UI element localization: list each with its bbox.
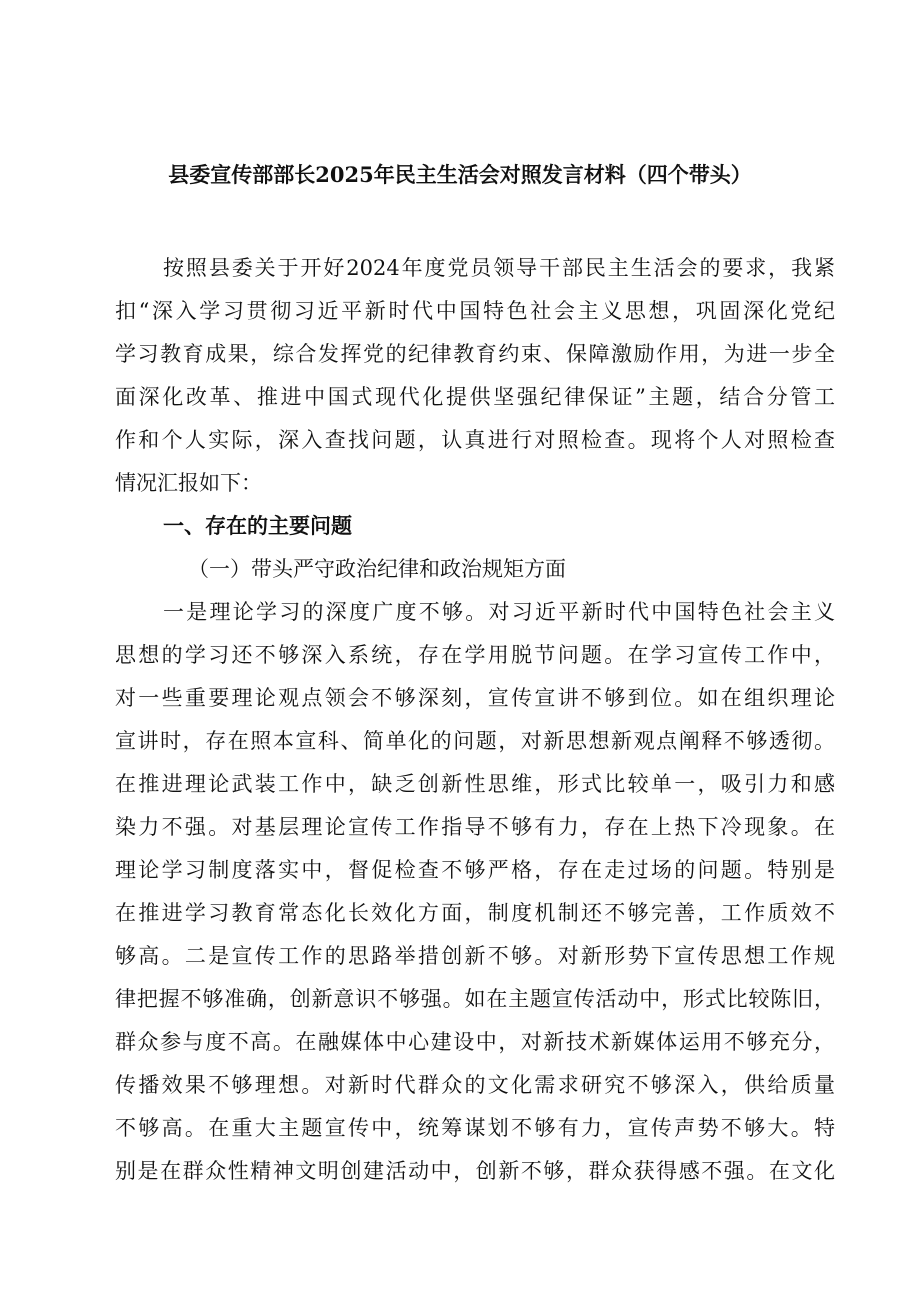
body-line: 不够高。在重大主题宣传中，统筹谋划不够有力，宣传声势不够大。特: [115, 1116, 835, 1140]
body-line: 够高。二是宣传工作的思路举措创新不够。对新形势下宣传思想工作规: [115, 944, 835, 968]
body-line: 对一些重要理论观点领会不够深刻，宣传宣讲不够到位。如在组织理论: [115, 686, 835, 710]
intro-line: 扣“深入学习贯彻习近平新时代中国特色社会主义思想，巩固深化党纪: [115, 299, 835, 323]
section-heading: 一、存在的主要问题: [163, 513, 352, 538]
intro-line: 面深化改革、推进中国式现代化提供坚强纪律保证”主题，结合分管工: [115, 385, 835, 409]
body-line: 思想的学习还不够深入系统，存在学用脱节问题。在学习宣传工作中，: [115, 643, 835, 667]
document-title: 县委宣传部部长2025年民主生活会对照发言材料（四个带头）: [168, 162, 752, 187]
body-line: 宣讲时，存在照本宣科、简单化的问题，对新思想新观点阐释不够透彻。: [115, 729, 835, 753]
body-line: 一是理论学习的深度广度不够。对习近平新时代中国特色社会主义: [163, 600, 835, 624]
intro-line: 情况汇报如下：: [115, 471, 262, 495]
body-line: 染力不强。对基层理论宣传工作指导不够有力，存在上热下冷现象。在: [115, 815, 835, 839]
body-line: 在推进理论武装工作中，缺乏创新性思维，形式比较单一，吸引力和感: [115, 772, 835, 796]
body-line: 理论学习制度落实中，督促检查不够严格，存在走过场的问题。特别是: [115, 858, 835, 882]
subsection-heading: （一）带头严守政治纪律和政治规矩方面: [188, 557, 566, 581]
body-line: 群众参与度不高。在融媒体中心建设中，对新技术新媒体运用不够充分，: [115, 1030, 835, 1054]
body-line: 传播效果不够理想。对新时代群众的文化需求研究不够深入，供给质量: [115, 1073, 835, 1097]
intro-line: 学习教育成果，综合发挥党的纪律教育约束、保障激励作用，为进一步全: [115, 342, 835, 366]
intro-line: 按照县委关于开好2024年度党员领导干部民主生活会的要求，我紧: [163, 256, 835, 280]
body-line: 在推进学习教育常态化长效化方面，制度机制还不够完善，工作质效不: [115, 901, 835, 925]
body-line: 别是在群众性精神文明创建活动中，创新不够，群众获得感不强。在文化: [115, 1159, 835, 1183]
body-line: 律把握不够准确，创新意识不够强。如在主题宣传活动中，形式比较陈旧，: [115, 987, 835, 1011]
intro-line: 作和个人实际，深入查找问题，认真进行对照检查。现将个人对照检查: [115, 428, 835, 452]
